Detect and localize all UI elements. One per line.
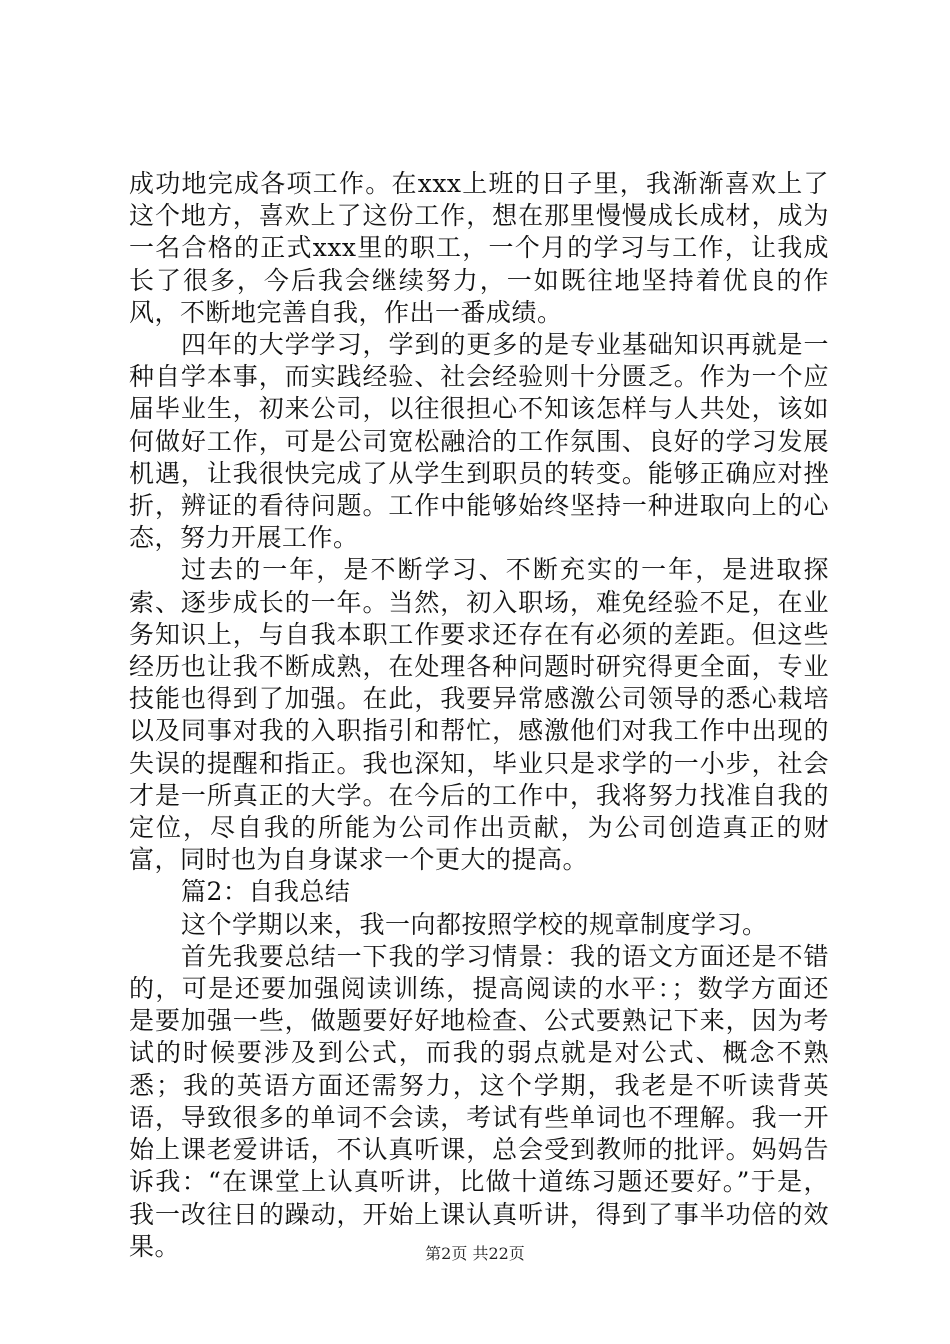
paragraph-semester-intro: 这个学期以来，我一向都按照学校的规章制度学习。 [181,909,768,939]
section-heading: 篇2：自我总结 [181,877,351,907]
paragraph-study-summary: 首先我要总结一下我的学习情景：我的语文方面还是不错的，可是还要加强阅读训练，提高阅读的水平：；数学方面还是要加强一些，做题要好好地检查、公式要熟记下来，因为考试的时候要涉及到公式，而我的弱点就是对公式、概念不熟悉；我的英语方面还需努力，这个学期，我老是不听读背英语，导致很多的单词不会读，考试有些单词也不理解。我一开始上课老爱讲话，不认真听课，总会受到教师的批评。妈妈告诉我：“在课堂上认真听讲，比做十道练习题还要好。”于是，我一改往日的躁动，开始上课认真听讲，得到了事半功倍的效果。 [129,941,829,1261]
paragraph-past-year: 过去的一年，是不断学习、不断充实的一年，是进取探索、逐步成长的一年。当然，初入职场，难免经验不足，在业务知识上，与自我本职工作要求还存在有必须的差距。但这些经历也让我不断成熟，在处理各种问题时研究得更全面，专业技能也得到了加强。在此，我要异常感激公司领导的悉心栽培以及同事对我的入职指引和帮忙，感激他们对我工作中出现的失误的提醒和指正。我也深知，毕业只是求学的一小步，社会才是一所真正的大学。在今后的工作中，我将努力找准自我的定位，尽自我的所能为公司作出贡献，为公司创造真正的财富，同时也为自身谋求一个更大的提高。 [129,555,829,875]
paragraph-university-study: 四年的大学学习，学到的更多的是专业基础知识再就是一种自学本事，而实践经验、社会经验则十分匮乏。作为一个应届毕业生，初来公司，以往很担心不知该怎样与人共处，该如何做好工作，可是公司宽松融洽的工作氛围、良好的学习发展机遇，让我很快完成了从学生到职员的转变。能够正确应对挫折，辨证的看待问题。工作中能够始终坚持一种进取向上的心态，努力开展工作。 [129,330,829,553]
page-footer [0,1244,950,1264]
document-body [129,168,829,1263]
page-number: 第2页 共22页 [425,1244,525,1263]
paragraph-continuation: 成功地完成各项工作。在xxx上班的日子里，我渐渐喜欢上了这个地方，喜欢上了这份工作，想在那里慢慢成长成材，成为一名合格的正式xxx里的职工，一个月的学习与工作，让我成长了很多，今后我会继续努力，一如既往地坚持着优良的作风，不断地完善自我，作出一番成绩。 [129,169,829,327]
